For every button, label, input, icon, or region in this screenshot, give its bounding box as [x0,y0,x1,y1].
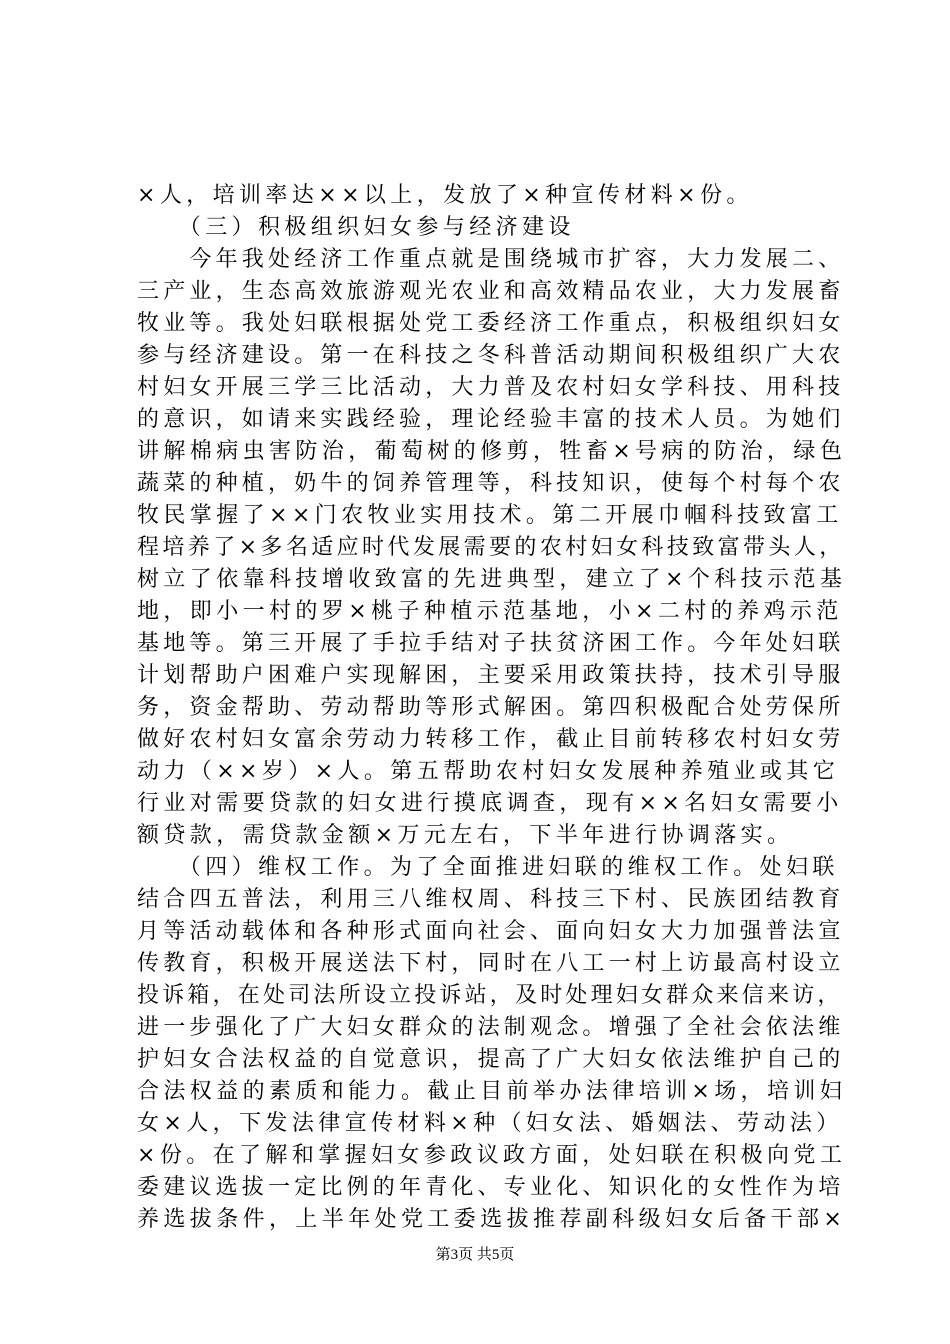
text-line: 结合四五普法，利用三八维权周、科技三下村、民族团结教育 [137,887,845,912]
page-footer: 第3页 共5页 [435,1247,515,1263]
text-line: 树立了依靠科技增收致富的先进典型，建立了×个科技示范基 [137,567,847,592]
text-line: 讲解棉病虫害防治，葡萄树的修剪，牲畜×号病的防治，绿色 [137,439,847,464]
section-heading: （三）积极组织妇女参与经济建设 [137,215,575,240]
text-line: 女×人，下发法律宣传材料×种（妇女法、婚姻法、劳动法） [137,1111,843,1136]
text-line: 务，资金帮助、劳动帮助等形式解困。第四积极配合处劳保所 [137,695,845,720]
text-line: 养选拔条件，上半年处党工委选拔推荐副科级妇女后备干部× [137,1207,847,1232]
section-heading: （四）维权工作。为了全面推进妇联的维权工作。处妇联 [137,855,839,880]
text-line: 参与经济建设。第一在科技之冬科普活动期间积极组织广大农 [137,343,845,368]
text-line: 护妇女合法权益的自觉意识，提高了广大妇女依法维护自己的 [137,1047,845,1072]
text-line: 月等活动载体和各种形式面向社会、面向妇女大力加强普法宣 [137,919,845,944]
text-line: 行业对需要贷款的妇女进行摸底调查，现有××名妇女需要小 [137,791,843,816]
text-line: 合法权益的素质和能力。截止目前举办法律培训×场，培训妇 [137,1079,847,1104]
text-line: 传教育，积极开展送法下村，同时在八工一村上访最高村设立 [137,951,845,976]
text-line: 委建议选拔一定比例的年青化、专业化、知识化的女性作为培 [137,1175,845,1200]
text-line: 投诉箱，在处司法所设立投诉站，及时处理妇女群众来信来访， [137,983,843,1008]
text-line: ×人，培训率达××以上，发放了×种宣传材料×份。 [137,183,753,208]
text-line: 计划帮助户困难户实现解困，主要采用政策扶持，技术引导服 [137,663,845,688]
text-line: 牧民掌握了××门农牧业实用技术。第二开展巾帼科技致富工 [137,503,843,528]
text-line: 牧业等。我处妇联根据处党工委经济工作重点，积极组织妇女 [137,311,845,336]
text-line: 额贷款，需贷款金额×万元左右，下半年进行协调落实。 [137,823,794,848]
text-line: 今年我处经济工作重点就是围绕城市扩容，大力发展二、 [137,247,845,272]
text-line: 做好农村妇女富余劳动力转移工作，截止目前转移农村妇女劳 [137,727,845,752]
text-line: 蔬菜的种植，奶牛的饲养管理等，科技知识，使每个村每个农 [137,471,845,496]
text-line: 地，即小一村的罗×桃子种植示范基地，小×二村的养鸡示范 [137,599,843,624]
text-line: 进一步强化了广大妇女群众的法制观念。增强了全社会依法维 [137,1015,845,1040]
text-line: ×份。在了解和掌握妇女参政议政方面，处妇联在积极向党工 [137,1143,847,1168]
text-line: 三产业，生态高效旅游观光农业和高效精品农业，大力发展畜 [137,279,845,304]
text-line: 村妇女开展三学三比活动，大力普及农村妇女学科技、用科技 [137,375,845,400]
text-line: 程培养了×多名适应时代发展需要的农村妇女科技致富带头人， [137,535,845,560]
text-line: 动力（××岁）×人。第五帮助农村妇女发展种养殖业或其它 [137,759,840,784]
text-line: 基地等。第三开展了手拉手结对子扶贫济困工作。今年处妇联 [137,631,845,656]
text-line: 的意识，如请来实践经验，理论经验丰富的技术人员。为她们 [137,407,845,432]
